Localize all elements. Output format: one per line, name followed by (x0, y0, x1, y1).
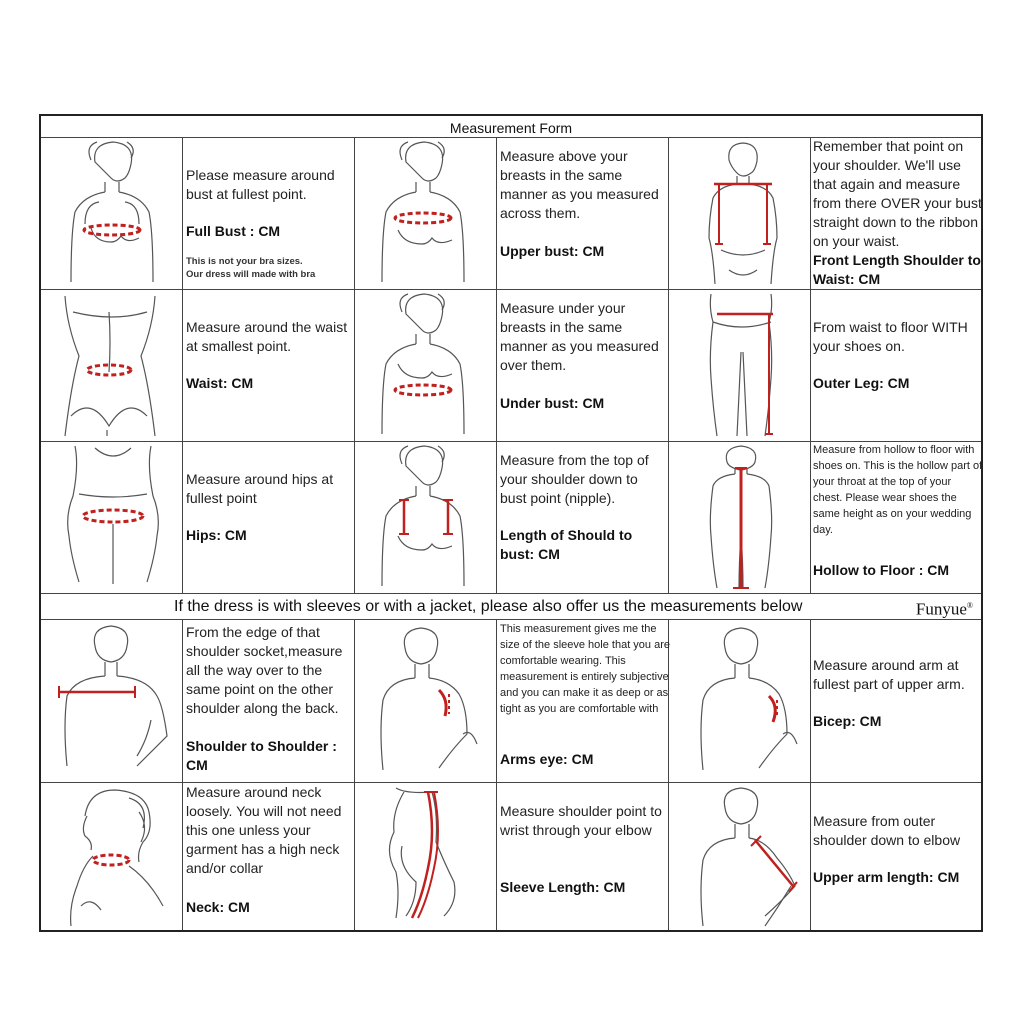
form-title: Measurement Form (449, 120, 573, 136)
grid-line (810, 137, 811, 593)
upper-bust-label: Upper bust: CM (500, 243, 605, 259)
measurement-form (39, 114, 983, 932)
grid-line (182, 137, 183, 593)
grid-line (668, 137, 669, 593)
shoulder-to-shoulder-instructions: From the edge of that shoulder socket,measure all the way over to the same point on the other shoulder along the back. (186, 624, 343, 716)
full-bust-label: Full Bust : CM (186, 223, 281, 239)
upper-arm-length-label: Upper arm length: CM (813, 869, 960, 885)
sleeves-banner (41, 594, 981, 620)
shoulder-to-bust-figure-icon (368, 444, 483, 592)
shoulder-back-figure-icon (51, 624, 176, 779)
upper-bust-figure-icon (368, 140, 483, 288)
bicep-instructions: Measure around arm at fullest part of upper arm. (813, 657, 965, 692)
hips-figure-icon (55, 444, 170, 592)
upper-arm-length-instructions: Measure from outer shoulder down to elbow (813, 813, 961, 848)
sleeve-length-figure-icon (368, 784, 483, 929)
shoulder-to-bust-label: Length of Should to bust: CM (500, 527, 633, 562)
upper-bust-instructions: Measure above your breasts in the same manner as you measured across them. (500, 148, 659, 221)
neck-label: Neck: CM (186, 899, 250, 915)
grid-line (496, 137, 497, 593)
under-bust-label: Under bust: CM (500, 395, 605, 411)
brand-name: Funyue (915, 599, 967, 619)
arms-eye-figure-icon (365, 626, 490, 776)
bicep-figure-icon (681, 626, 806, 776)
grid-line (810, 619, 811, 930)
outer-leg-figure-icon (681, 292, 801, 440)
waist-label: Waist: CM (186, 375, 254, 391)
arms-eye-label: Arms eye: CM (500, 751, 594, 767)
full-bust-instructions: Please measure around bust at fullest point. (186, 167, 335, 202)
grid-line (354, 137, 355, 593)
outer-leg-label: Outer Leg: CM (813, 375, 910, 391)
grid-line (182, 619, 183, 930)
front-length-instructions: Remember that point on your shoulder. We'll use that again and measure from there OVER your bust straight down to the ribbon on your waist. (813, 138, 982, 249)
hips-label: Hips: CM (186, 527, 247, 543)
bust-figure-icon (55, 140, 170, 288)
waist-figure-icon (51, 292, 171, 440)
sleeve-length-instructions: Measure shoulder point to wrist through your elbow (500, 803, 662, 838)
under-bust-instructions: Measure under your breasts in the same manner as you measured over them. (500, 300, 659, 373)
upper-arm-figure-icon (681, 786, 806, 931)
arms-eye-instructions: This measurement gives me the size of the sleeve hole that you are comfortable wearing. This measurement is entirely subjective and you can make it as deep or as tight as you are comfortable with (500, 623, 670, 715)
banner-text: If the dress is with sleeves or with a jacket, please also offer us the measurements below (174, 598, 803, 615)
hollow-to-floor-label: Hollow to Floor : CM (813, 562, 950, 578)
sleeve-length-label: Sleeve Length: CM (500, 879, 626, 895)
front-length-figure-icon (681, 140, 801, 288)
waist-instructions: Measure around the waist at smallest point. (186, 319, 348, 354)
full-bust-note: This is not your bra sizes. Our dress will made with bra (186, 256, 316, 280)
shoulder-to-bust-instructions: Measure from the top of your shoulder down to bust point (nipple). (500, 452, 649, 506)
neck-figure-icon (55, 786, 175, 931)
brand-mark: ® (966, 601, 973, 610)
under-bust-figure-icon (368, 292, 483, 440)
bicep-label: Bicep: CM (813, 713, 882, 729)
shoulder-to-shoulder-label: Shoulder to Shoulder : CM (186, 738, 337, 773)
hollow-to-floor-figure-icon (681, 444, 801, 592)
hips-instructions: Measure around hips at fullest point (186, 471, 334, 506)
neck-instructions: Measure around neck loosely. You will not need this one unless your garment has a high neck and/or collar (186, 784, 342, 876)
outer-leg-instructions: From waist to floor WITH your shoes on. (813, 319, 968, 354)
front-length-label: Front Length Shoulder to Waist: CM (813, 252, 981, 287)
hollow-to-floor-instructions: Measure from hollow to floor with shoes on. This is the hollow part of your throat at the top of your chest. Please wear shoes the same height as on your wedding day. (813, 444, 983, 536)
brand-logo (916, 595, 973, 621)
grid-line (496, 619, 497, 930)
